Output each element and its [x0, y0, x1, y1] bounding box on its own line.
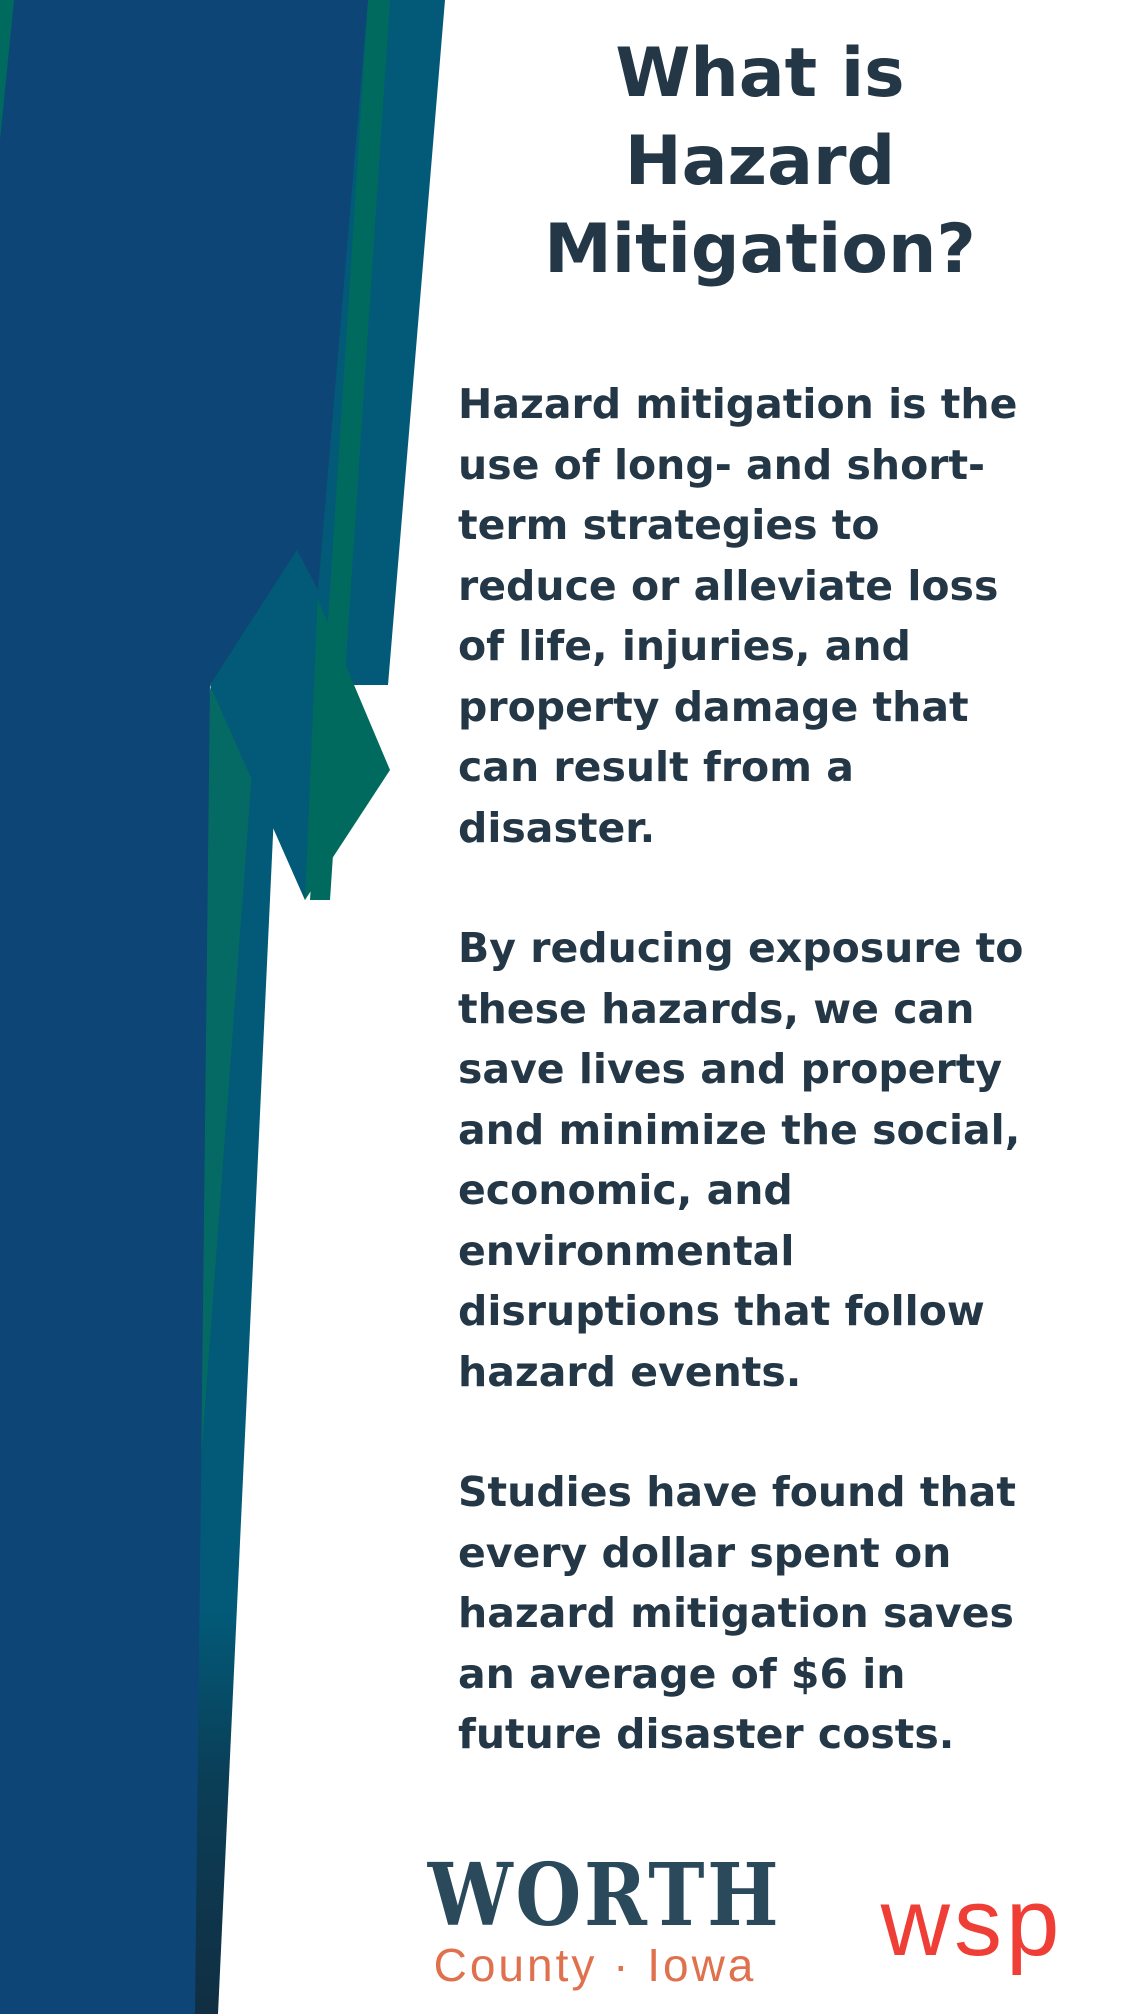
text-line: use of long- and short- [458, 440, 986, 489]
text-line: Hazard mitigation is the [458, 380, 1018, 428]
text-line: disruptions that follow [458, 1287, 985, 1335]
benefits-paragraph [458, 918, 1068, 1402]
title-line: Hazard [624, 122, 896, 201]
title-line: What is [615, 34, 905, 113]
worth-logo-word: WORTH [427, 1845, 782, 1946]
decorative-side-band [0, 0, 470, 2014]
text-line: of life, injuries, and [458, 622, 911, 670]
wsp-logo-text: wsp [880, 1869, 1064, 1976]
worth-logo-subtitle: County · Iowa [433, 1939, 757, 1991]
navy-band [0, 0, 368, 2014]
text-line: disaster. [458, 803, 656, 852]
text-line: save lives and property [458, 1045, 1003, 1093]
text-line: Studies have found that [458, 1468, 1016, 1516]
text-line: term strategies to [458, 501, 880, 549]
studies-paragraph [458, 1462, 1068, 1765]
text-line: reduce or alleviate loss [458, 561, 999, 610]
text-line: environmental [458, 1226, 795, 1275]
text-line: future disaster costs. [458, 1710, 955, 1758]
text-line: By reducing exposure to [458, 924, 1024, 972]
text-line: property damage that [458, 682, 969, 731]
text-line: an average of $6 in [458, 1649, 906, 1698]
text-line: can result from a [458, 743, 854, 791]
text-line: every dollar spent on [458, 1528, 952, 1577]
text-line: these hazards, we can [458, 984, 975, 1033]
text-line: hazard mitigation saves [458, 1589, 1014, 1637]
wsp-logo [862, 1868, 1082, 1978]
text-line: hazard events. [458, 1347, 802, 1396]
title-line: Mitigation? [544, 210, 976, 289]
text-line: and minimize the social, [458, 1105, 1021, 1154]
page-title [470, 30, 1050, 294]
worth-county-logo [405, 1845, 785, 1991]
definition-paragraph [458, 374, 1068, 858]
text-line: economic, and [458, 1166, 793, 1214]
